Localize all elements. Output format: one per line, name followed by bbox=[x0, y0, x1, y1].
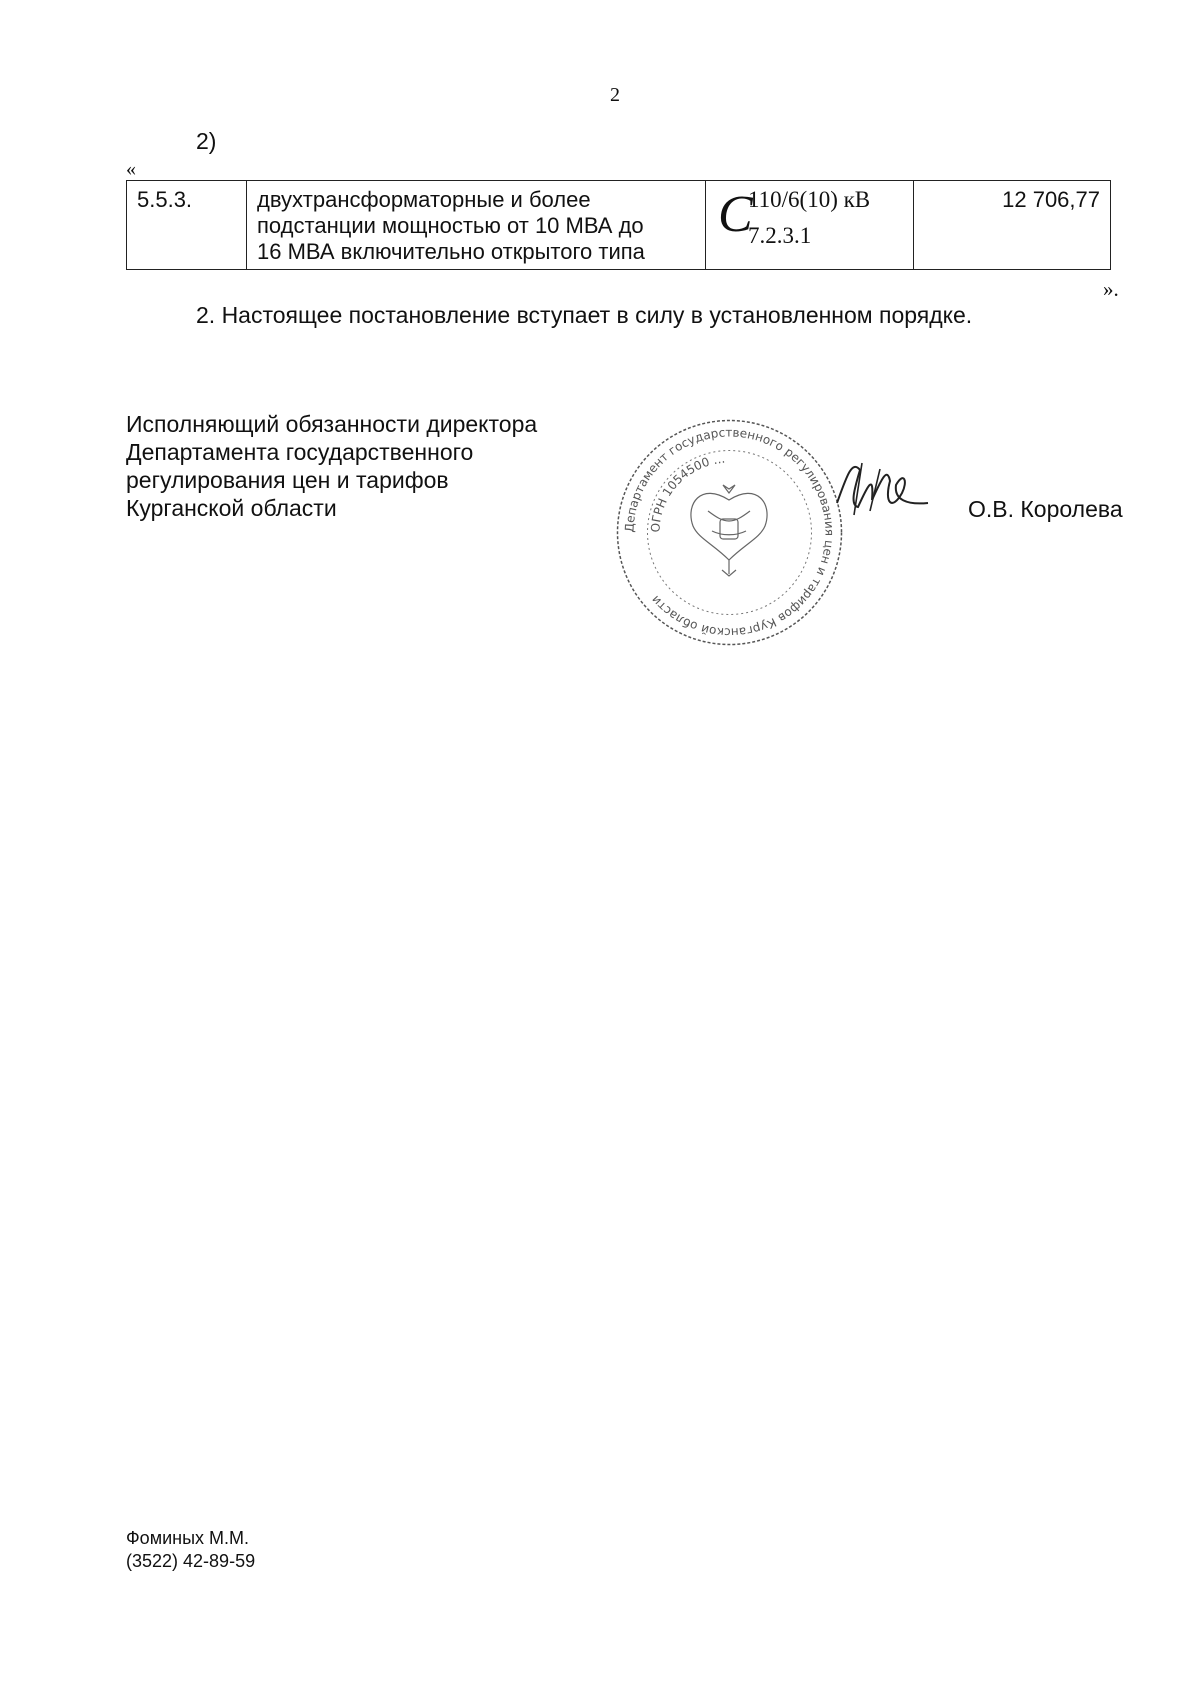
item-number: 2) bbox=[196, 128, 217, 154]
position-line: Курганской области bbox=[126, 495, 337, 521]
description-line: двухтрансформаторные и более bbox=[257, 187, 591, 212]
contact-name: Фоминых М.М. bbox=[126, 1528, 249, 1548]
contact-phone: (3522) 42-89-59 bbox=[126, 1551, 256, 1571]
close-quote: ». bbox=[1103, 277, 1119, 301]
signature bbox=[832, 445, 932, 535]
position-line: Исполняющий обязанности директора bbox=[126, 411, 538, 437]
rate-formula bbox=[716, 187, 903, 265]
clause-2: 2. Настоящее постановление вступает в силу в установленном порядке. bbox=[196, 302, 973, 328]
table-row bbox=[127, 181, 1111, 270]
formula-subscript: 7.2.3.1 bbox=[748, 223, 812, 248]
description-line: 16 МВА включительно открытого типа bbox=[257, 239, 645, 264]
position-line: регулирования цен и тарифов bbox=[126, 467, 449, 493]
row-value: 12 706,77 bbox=[914, 181, 1111, 270]
contact-block bbox=[126, 1527, 255, 1573]
row-description bbox=[247, 181, 706, 270]
row-formula bbox=[706, 181, 914, 270]
signatory-name: О.В. Королева bbox=[968, 496, 1123, 522]
page-number: 2 bbox=[610, 84, 620, 106]
stamp-inner-text: ОГРН 1054500 ... bbox=[648, 451, 726, 533]
coat-of-arms-icon bbox=[691, 485, 767, 576]
formula-superscript: 110/6(10) кВ bbox=[748, 187, 871, 212]
rate-table bbox=[126, 180, 1111, 270]
open-quote: « bbox=[126, 158, 136, 180]
formula-base: C bbox=[718, 186, 753, 243]
description-line: подстанции мощностью от 10 МВА до bbox=[257, 213, 644, 238]
stamp-outer-text: Департамент государственного регулирования цен и тарифов Курганской области bbox=[622, 425, 837, 640]
official-stamp bbox=[612, 415, 847, 650]
signatory-position bbox=[126, 410, 537, 522]
position-line: Департамента государственного bbox=[126, 439, 474, 465]
row-code: 5.5.3. bbox=[127, 181, 247, 270]
